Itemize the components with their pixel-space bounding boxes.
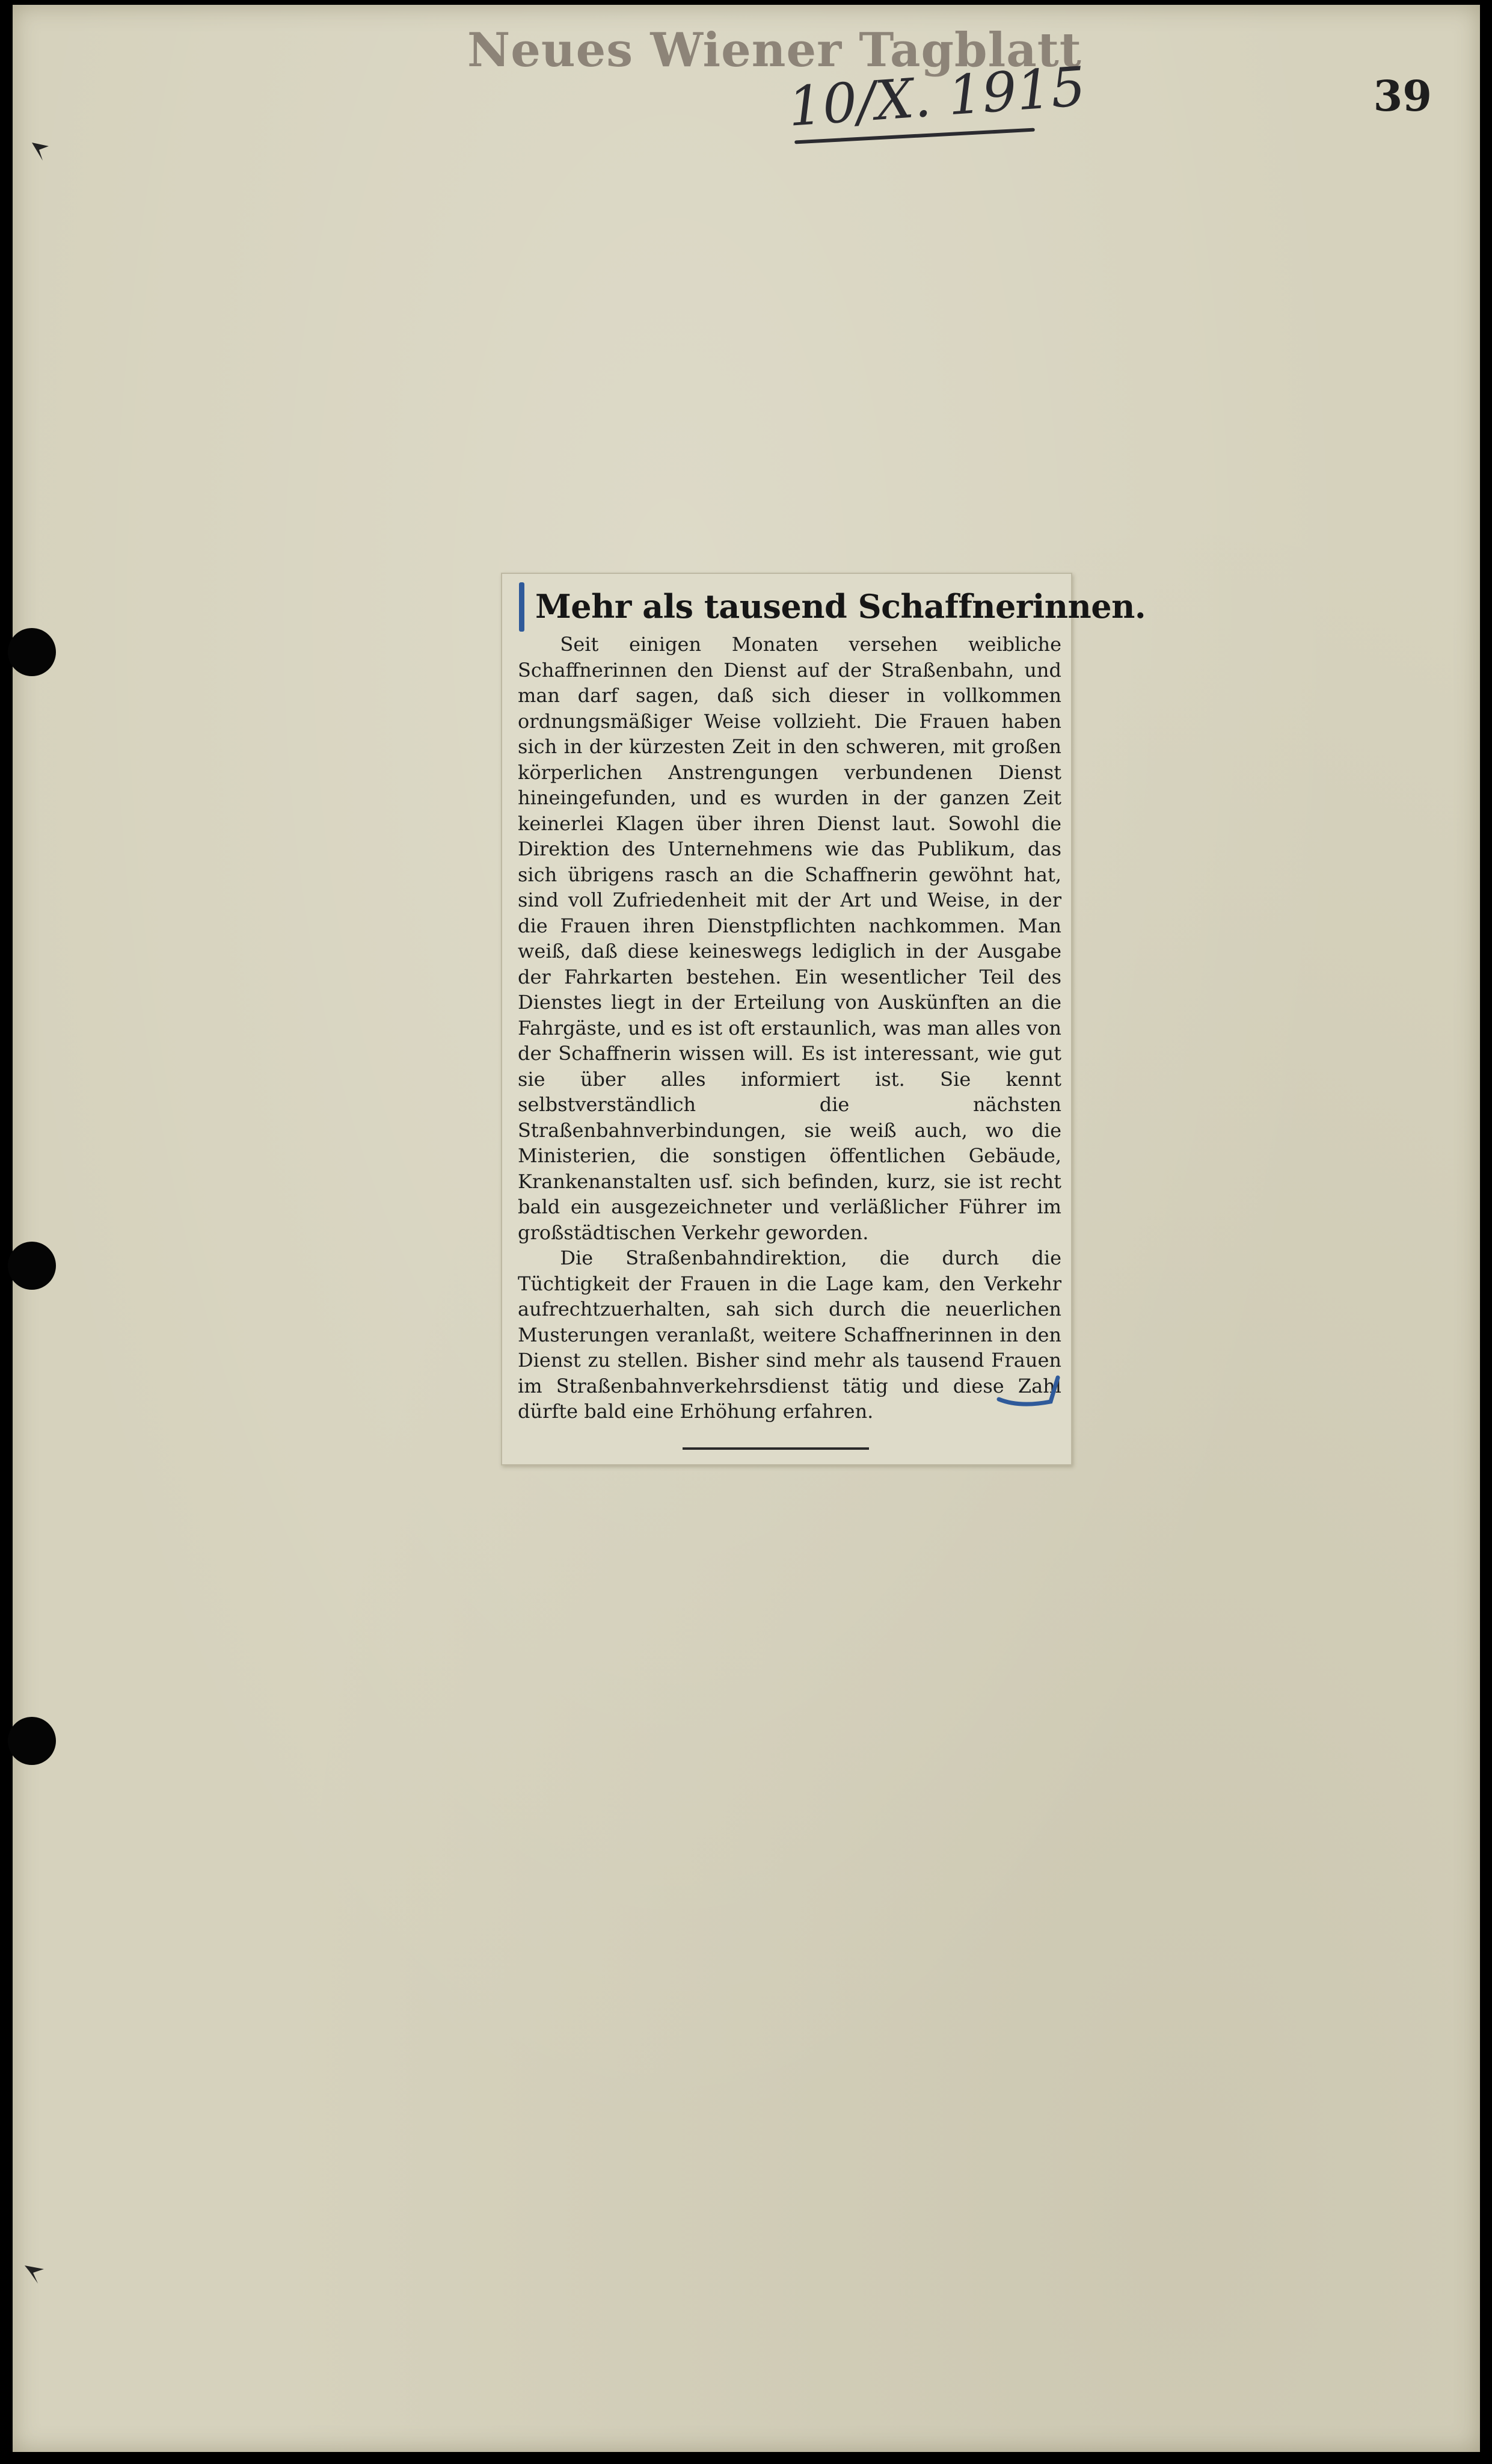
article-title: Mehr als tausend Schaffnerinnen. xyxy=(535,587,1146,626)
newspaper-name-stamp: Neues Wiener Tagblatt xyxy=(467,23,1082,78)
punch-hole-top xyxy=(8,628,56,676)
archive-page xyxy=(13,5,1480,2452)
punch-hole-bottom xyxy=(8,1717,56,1765)
article-paragraph: Die Straßenbahndirektion, die durch die Tüchtigkeit der Frauen in die Lage kam, den Verkehr aufrechtzuerhalten, sah sich durch die neuerlichen Musterungen veranlaßt, weitere Schaffnerinnen in den Dienst zu stellen. Bisher sind mehr als tausend Frauen im Straßenbahnverkehrsdienst tätig und diese Zahl dürfte bald eine Erhöhung erfahren. xyxy=(518,1246,1061,1423)
article-body xyxy=(518,632,1061,1423)
paper-tear-mark xyxy=(31,140,55,164)
paper-tear-mark xyxy=(23,2262,48,2286)
handwritten-date: 10/X. 1915 xyxy=(786,55,1088,139)
newspaper-clipping xyxy=(501,573,1146,1465)
page-number: 39 xyxy=(1373,71,1432,121)
blue-pencil-check-mark xyxy=(995,1375,1067,1411)
blue-pencil-mark xyxy=(519,582,524,632)
punch-hole-middle xyxy=(8,1242,56,1290)
article-end-rule xyxy=(683,1447,869,1450)
article-paragraph: Seit einigen Monaten versehen weibliche Schaffnerinnen den Dienst auf der Straßenbahn, und man darf sagen, daß sich dieser in vollkommen ordnungsmäßiger Weise vollzieht. Die Frauen haben sich in der kürzesten Zeit in den schweren, mit großen körperlichen Anstrengungen verbundenen Dienst hineingefunden, und es wurden in der ganzen Zeit keinerlei Klagen über ihren Dienst laut. Sowohl die Direktion des Unternehmens wie das Publikum, das sich übrigens rasch an die Schaffnerin gewöhnt hat, sind voll Zufriedenheit mit der Art und Weise, in der die Frauen ihren Dienstpflichten nachkommen. Man weiß, daß diese keineswegs lediglich in der Ausgabe der Fahrkarten bestehen. Ein wesentlicher Teil des Dienstes liegt in der Erteilung von Auskünften an die Fahrgäste, und es ist oft erstaunlich, was man alles von der Schaffnerin wissen will. Es ist interessant, wie gut sie über alles informiert ist. Sie kennt selbstverständlich die nächsten Straßenbahnverbindungen, sie weiß auch, wo die Ministerien, die sonstigen öffentlichen Gebäude, Krankenanstalten usf. sich befinden, kurz, sie ist recht bald ein ausgezeichneter und verläßlicher Führer im großstädtischen Verkehr geworden. xyxy=(518,633,1061,1244)
